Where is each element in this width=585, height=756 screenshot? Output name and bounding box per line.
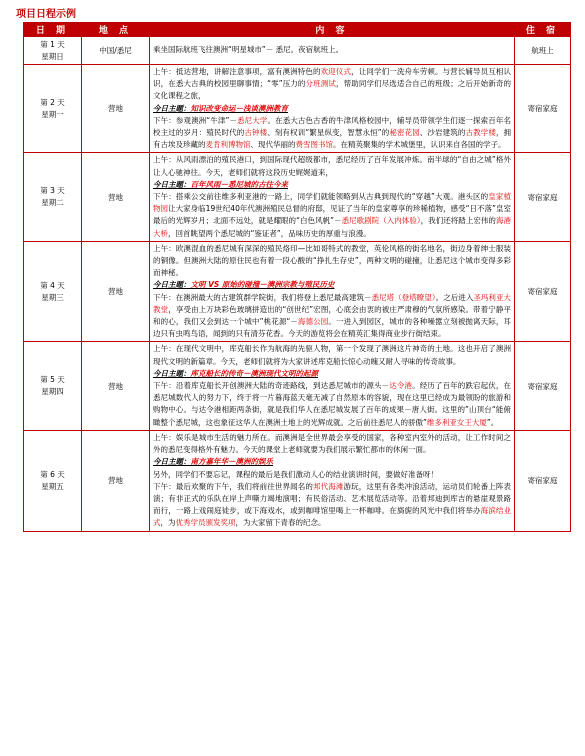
text: ，为	[160, 518, 176, 528]
weekday: 星期三	[41, 292, 64, 302]
text: ，享受由上万块彩色玻璃拼造出的“创世纪”宏图，心底会由衷的被庄严肃穆的气氛所感染。带着宁静平和的心，我们又会到达一个城中”桃花源“－	[153, 304, 511, 327]
stay-cell: 寄宿家庭	[515, 241, 571, 342]
weekday: 星期五	[41, 481, 64, 491]
text: ”。	[486, 417, 499, 427]
highlight: 海滨结业式	[153, 506, 511, 528]
text: 让大家身临19世纪40年代澳洲殖民总督的府邸，见证了当年的皇家尊享的珍稀植物，感受“日不落”皇室最后的光辉岁月；北面不远处，就是耀眼的“白色风帆”－	[153, 204, 512, 226]
day-number: 第 5 天	[40, 375, 65, 385]
morning-paragraph: 上午：在现代文明中，库克船长作为航海的先驱人物，第一个发现了澳洲这片神奇的土地。这也开启了澳洲现代文明的新篇章。今天，老师们就将为大家讲述库克船长惊心动魄又耐人寻味的传奇故事。	[153, 344, 511, 366]
text: ，回首眺望两个悉尼城的“鉴证者”，品味历史的厚重与浪漫。	[168, 228, 371, 238]
stay-cell: 寄宿家庭	[515, 65, 571, 153]
highlight: 优秀学员颁发奖项	[175, 518, 236, 528]
afternoon-paragraph	[153, 481, 511, 530]
text: 下午：参观澳洲“牛津”－	[153, 115, 237, 125]
weekday: 星期一	[41, 109, 64, 119]
table-header-row	[24, 23, 571, 37]
header-content: 内 容	[150, 23, 515, 37]
table-row	[24, 153, 571, 241]
day-cell	[24, 37, 82, 65]
table-row	[24, 241, 571, 342]
theme-text: 文明 VS 原始的碰撞－澳洲宗教与殖民历史	[190, 280, 335, 290]
morning-paragraph: 上午：欧澳混血的悉尼城有深深的殖民烙印—比如哥特式的教堂，英伦风格的街名地名，街边身着绅士服装的铜像。但澳洲大陆的原住民也有着一段心酸的“挣扎生存史”，两种文明的碰撞，让悉尼这个城市变得多彩而神秘。	[153, 243, 511, 278]
morning-paragraph: 上午：从风雨漂泊的殖民港口，到国际现代超级都市，悉尼经历了百年发展冲炼。南半球的“自由之城”格外让人心驰神往。今天，老师们就将这段历史娓娓道来，	[153, 155, 511, 177]
theme-line	[153, 279, 511, 291]
day-number: 第 6 天	[40, 469, 65, 479]
day-cell	[24, 65, 82, 153]
stay-cell: 航班上	[515, 37, 571, 65]
highlight: 悉尼歌剧院（入内体验）	[341, 216, 421, 226]
text: 。经历了百年的跌宕起伏，在悉尼城数代人的努力下，终于将一片暮海蓝天毫无减了自然原本的容貌，现在这里已经成为最领盼的旅游和购物中心。与达令港相距两条街，就是我们华人在悉尼城发展了百年的成果－唐人街。这里的”山顶台“能俯瞰整个悉尼城，这也象征这华人在澳洲土地上的光辉成就。之后前往悉尼人的骄傲”	[153, 381, 512, 427]
highlight: 古教学楼	[465, 128, 496, 138]
theme-text: 南方嘉年华－澳洲的娱乐	[190, 457, 273, 467]
header-day: 日 期	[24, 23, 82, 37]
afternoon-paragraph	[153, 191, 511, 240]
theme-text: 库克船长的传奇－澳洲现代文明的起源	[190, 368, 318, 378]
page-title: 项目日程示例	[16, 9, 76, 20]
text: 。之后进入	[435, 292, 474, 302]
afternoon-paragraph	[153, 115, 511, 152]
text: 。在悉大古色古香的牛津风格校园中，辅导员带领学生们逐一探索百年名校主过的岁月：殖民时代的	[153, 115, 511, 138]
highlight: 维多利亚女王大厦	[426, 417, 487, 427]
text: 下午：沿着库克船长开创澳洲大陆的奇迹路线，到达悉尼城市的源头－	[153, 381, 390, 391]
content-cell	[150, 153, 515, 241]
text: ，帮助同学们尽选适合自己的班级；之后开始新奇的文化课程之旅，	[153, 79, 512, 101]
highlight: 费雪图书馆	[295, 140, 333, 150]
morning-paragraph	[153, 66, 511, 103]
text: 、沙岩建筑的	[419, 128, 466, 138]
highlight: 悉尼大学	[236, 115, 268, 125]
theme-line	[153, 103, 511, 115]
day-cell	[24, 430, 82, 531]
closing-note: 另外，同学们不要忘记，课程的最后是我们激动人心的结业演讲时间，要做好准备呀！	[153, 469, 438, 479]
text: 下午：搭乘公交前往维多利亚港的一路上，同学们就能领略到从古典到现代的“穿越”大观。港头区的	[153, 192, 489, 202]
location-cell: 营地	[82, 65, 150, 153]
day-number: 第 4 天	[40, 280, 65, 290]
location-cell: 营地	[82, 241, 150, 342]
highlight: 悉尼塔（登塔瞭望）	[371, 292, 436, 302]
table-row	[24, 342, 571, 430]
afternoon-paragraph	[153, 380, 511, 429]
schedule-table	[23, 22, 571, 532]
highlight: 海港大桥	[153, 216, 511, 238]
location-cell: 营地	[82, 430, 150, 531]
table-row	[24, 37, 571, 65]
day-number: 第 1 天	[40, 39, 65, 49]
header-stay: 住 宿	[515, 23, 571, 37]
text: 。一进入到园区，城市的各种噪嚣立刻被抛离天际，耳边只有虫鸣鸟语，闻到的只有清芬花香。今天的游览将会在精英汇集得商业步行街结束。	[153, 317, 511, 339]
theme-label: 今日主题：	[153, 457, 191, 467]
highlight: 邦代海滩	[313, 481, 344, 491]
theme-label: 今日主题：	[153, 368, 191, 378]
highlight: 欢迎仪式	[320, 67, 352, 76]
table-row	[24, 430, 571, 531]
content-text: 乘坐国际航班飞往澳洲“明星城市”－ 悉尼。夜宿航班上。	[153, 45, 344, 55]
text: ，拥有古埃及珍藏的	[153, 128, 512, 150]
content-cell	[150, 241, 515, 342]
text: ，让同学们一洗舟车劳顿。与营长辅导员互相认识，在悉大古典的校园里聊事情；“零”压力的	[153, 67, 512, 89]
highlight: 分班测试	[305, 79, 337, 89]
weekday: 星期二	[41, 198, 64, 208]
text: 下午：最后欢聚的下午，我们将前往世界闻名的	[153, 481, 314, 491]
highlight: 麦肯利博物馆	[205, 140, 251, 150]
text: 下午：在澳洲最大的古建筑群学院街，我们将登上悉尼最高建筑－	[153, 292, 372, 302]
afternoon-paragraph	[153, 292, 511, 341]
text: 上午：抵达营地，讲解注意事项，富有澳洲特色的	[153, 67, 321, 76]
location-cell: 营地	[82, 342, 150, 430]
day-cell	[24, 153, 82, 241]
stay-cell: 寄宿家庭	[515, 430, 571, 531]
highlight: 圣玛利亚大教堂	[153, 292, 512, 314]
text: 。在精英聚集的学术城堡里，认识来自各国的学子。	[333, 140, 506, 150]
highlight: 海德公园	[297, 317, 329, 327]
text: ，为大家留下青春的纪念。	[235, 518, 326, 528]
highlight: 皇家植物园	[153, 192, 511, 214]
location-cell: 中国/悉尼	[82, 37, 150, 65]
text: ，我们还将踏上宏伟的	[420, 216, 496, 226]
text: 游玩，这里有各类冲浪活动，运动员们轮番上阵表演；有非正式的乐队在岸上声嘶力竭地演唱；有民俗活动、艺术展览活动等。沿着邦迪到库吉的悬崖观景路而行，一路上戏闹庭徒步，或下海戏水，或到咖啡馆里喝上一杯咖啡。在旖旎的风光中我们将举办	[153, 481, 512, 516]
theme-label: 今日主题：	[153, 179, 191, 189]
theme-line	[153, 368, 511, 380]
table-row	[24, 65, 571, 153]
stay-cell: 寄宿家庭	[515, 342, 571, 430]
highlight: 达令港	[389, 381, 413, 391]
highlight: 秘密花园	[389, 128, 420, 138]
theme-label: 今日主题：	[153, 280, 191, 290]
highlight: 古钟楼	[244, 128, 268, 138]
content-cell	[150, 342, 515, 430]
theme-text: 百年风雨－悉尼城的古往今来	[190, 179, 288, 189]
theme-line	[153, 179, 511, 191]
content-cell	[150, 37, 515, 65]
theme-line	[153, 456, 511, 468]
stay-cell: 寄宿家庭	[515, 153, 571, 241]
weekday: 星期四	[41, 387, 64, 397]
content-cell	[150, 65, 515, 153]
weekday: 星期日	[41, 51, 64, 61]
day-number: 第 2 天	[40, 97, 65, 107]
header-location: 地 点	[82, 23, 150, 37]
theme-text: 知识改变命运－浅谈澳洲教育	[190, 103, 288, 113]
morning-paragraph: 上午：娱乐是城市生活的魅力所在。而澳洲是全世界最会享受的国家，各种室内室外的活动，让工作时间之外的悉尼变得格外有魅力。今天的课堂上老师就要为我们展示繁忙都市的休闲一面。	[153, 432, 511, 455]
day-cell	[24, 342, 82, 430]
content-cell	[150, 430, 515, 531]
theme-label: 今日主题：	[153, 103, 191, 113]
text: 、现代华丽的	[250, 140, 296, 150]
location-cell: 营地	[82, 153, 150, 241]
day-number: 第 3 天	[40, 186, 65, 196]
day-cell	[24, 241, 82, 342]
text: 、刻有权训“繁星纵变，智慧永恒”的	[267, 128, 390, 138]
